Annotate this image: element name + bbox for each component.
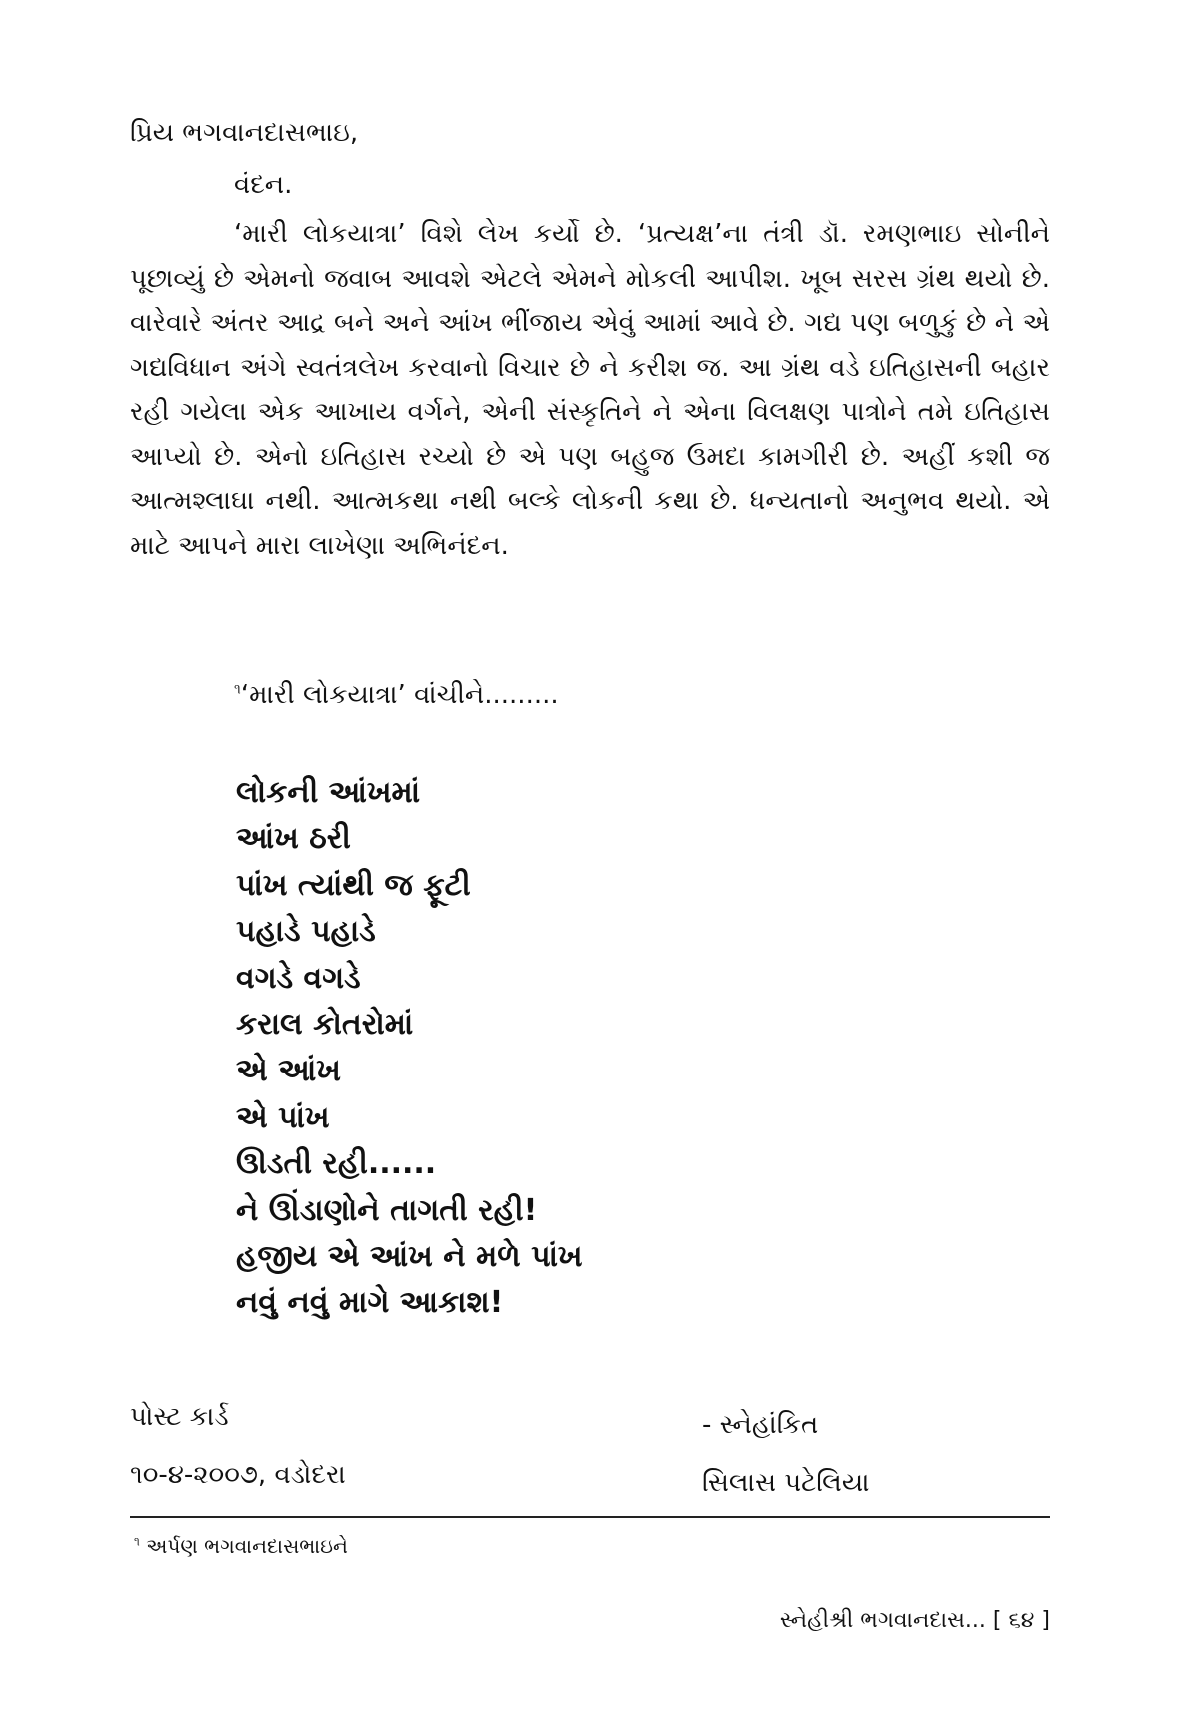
poem-footnote-marker: ૧ [234, 681, 241, 698]
poem-line: વગડે વગડે [236, 960, 361, 996]
poem-intro [234, 680, 559, 711]
poem-line: આંખ ઠરી [236, 821, 351, 857]
poem-line: લોકની આંખમાં [236, 775, 421, 810]
poem-line: પહાડે પહાડે [236, 914, 376, 950]
closing: - સ્નેહાંકિત [702, 1410, 819, 1440]
footnote-marker: ૧ [134, 1534, 140, 1549]
footnote [134, 1534, 348, 1558]
footnote-text: અર્પણ ભગવાનદાસભાઇને [139, 1534, 348, 1558]
poem-line: ઊડતી રહી...... [236, 1146, 437, 1182]
mode-of-letter: પોસ્ટ કાર્ડ [130, 1402, 229, 1432]
poem-intro-text: ‘મારી લોકયાત્રા’ વાંચીને......... [240, 680, 559, 710]
letter-meta [130, 1388, 346, 1504]
poem-line: પાંખ ત્યાંથી જ ફૂટી [236, 867, 471, 903]
footnote-divider [130, 1516, 1050, 1518]
salutation: પ્રિય ભગવાનદાસભાઇ, [130, 118, 359, 148]
date-place: ૧૦-૪-૨૦૦૭, વડોદરા [130, 1460, 346, 1490]
poem-line: એ પાંખ [236, 1099, 330, 1135]
poem-line: ને ઊંડાણોને તાગતી રહી! [236, 1192, 538, 1228]
poem-line: કરાલ કોતરોમાં [236, 1007, 414, 1043]
signature: સિલાસ પટેલિયા [702, 1468, 870, 1498]
greeting: વંદન. [234, 170, 293, 200]
poem [236, 770, 583, 1327]
signature-block [702, 1396, 870, 1512]
poem-line: નવું નવું માગે આકાશ! [236, 1285, 504, 1321]
poem-line: હજીય એ આંખ ને મળે પાંખ [236, 1239, 583, 1275]
page-footer: સ્નેહીશ્રી ભગવાનદાસ... [ ૬૪ ] [779, 1608, 1050, 1633]
poem-line: એ આંખ [236, 1053, 341, 1089]
letter-body-text: ‘મારી લોકયાત્રા’ વિશે લેખ કર્યો છે. ‘પ્રત્યક્ષ’ના તંત્રી ડૉ. રમણભાઇ સોનીને પૂછાવ્યું છે એમનો જવાબ આવશે એટલે એમને મોકલી આપીશ. ખૂબ સરસ ગ્રંથ થયો છે. વારેવારે અંતર આદ્ર બને અને આંખ ભીંજાય એવું આમાં આવે છે. ગદ્ય પણ બળુકું છે ને એ ગદ્યવિધાન અંગે સ્વતંત્રલેખ કરવાનો વિચાર છે ને કરીશ જ. આ ગ્રંથ વડે ઇતિહાસની બહાર રહી ગયેલા એક આખાય વર્ગને, એની સંસ્કૃતિને ને એના વિલક્ષણ પાત્રોને તમે ઇતિહાસ આપ્યો છે. એનો ઇતિહાસ રચ્યો છે એ પણ બહુજ ઉમદા કામગીરી છે. અહીં કશી જ આત્મશ્લાઘા નથી. આત્મકથા નથી બલ્કે લોકની કથા છે. ધન્યતાનો અનુભવ થયો. એ માટે આપને મારા લાખેણા અભિનંદન. [130, 219, 1050, 561]
letter-body [130, 212, 1050, 568]
